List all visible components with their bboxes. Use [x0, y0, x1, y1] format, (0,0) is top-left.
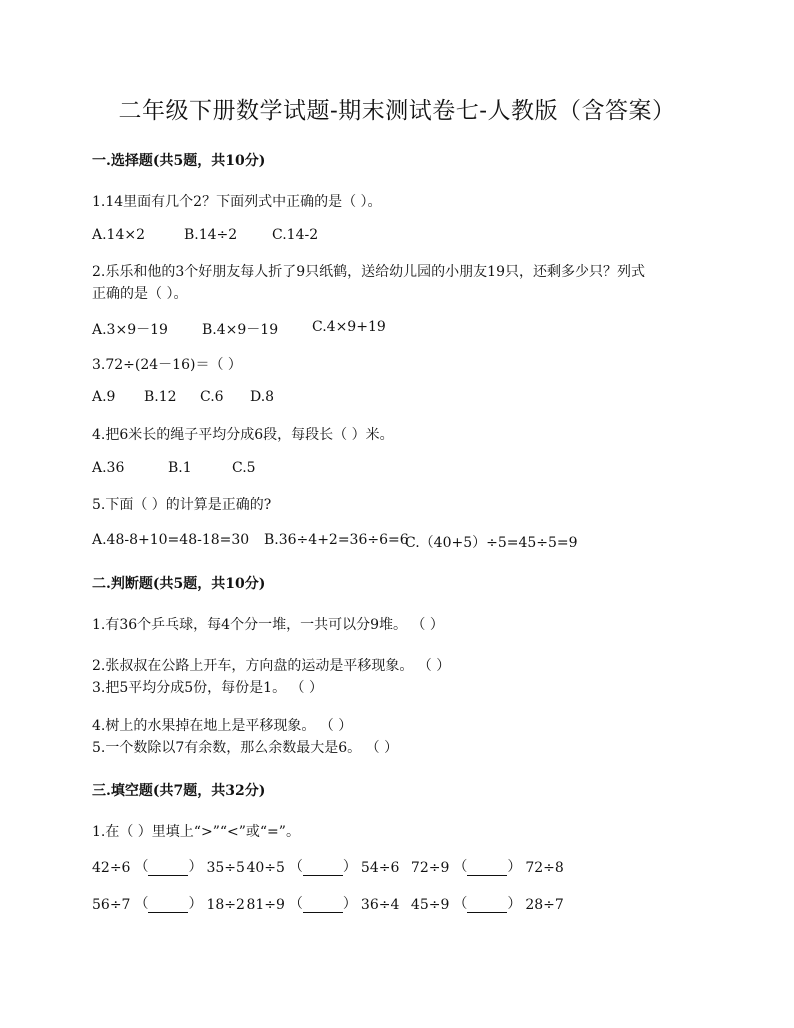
option-b: B.1 — [168, 460, 192, 476]
option-b: B.4×9－19 — [202, 322, 279, 338]
question-1-2-line2: 正确的是（ ）。 — [92, 286, 188, 302]
judge-item-3: 3.把5平均分成5份，每份是1。 （ ） — [92, 680, 323, 696]
expr-left: 72÷9 — [410, 860, 450, 876]
expr-right: 28÷7 — [525, 897, 564, 913]
judge-item-5: 5.一个数除以7有余数，那么余数最大是6。 （ ） — [92, 740, 399, 756]
option-a: A.14×2 — [92, 227, 146, 243]
section-heading-fill: 三.填空题(共7题，共32分) — [92, 783, 266, 799]
question-1-4-options — [92, 460, 256, 476]
option-c: C.5 — [232, 460, 256, 476]
section-heading-judge: 二.判断题(共5题，共10分) — [92, 576, 266, 592]
option-a: A.9 — [92, 389, 116, 405]
expr-right: 18÷2 — [206, 897, 245, 913]
judge-item-2: 2.张叔叔在公路上开车，方向盘的运动是平移现象。 （ ） — [92, 658, 451, 674]
answer-blank[interactable]: （ ） — [453, 896, 522, 912]
option-c: C.4×9+19 — [312, 319, 386, 335]
option-a: A.48-8+10=48-18=30 — [92, 532, 250, 548]
expr-left: 40÷5 — [246, 860, 285, 876]
option-b: B.36÷4+2=36÷6=6 — [264, 532, 409, 548]
expr-right: 36÷4 — [360, 897, 400, 913]
expr-left: 81÷9 — [246, 897, 285, 913]
expr-left: 56÷7 — [92, 897, 131, 913]
question-1-2-line1: 2.乐乐和他的3个好朋友每人折了9只纸鹤，送给幼儿园的小朋友19只，还剩多少只？列式 — [92, 264, 645, 280]
option-a: A.3×9－19 — [92, 322, 168, 338]
expr-right: 35÷5 — [206, 860, 245, 876]
question-1-2-options — [92, 319, 386, 339]
answer-blank[interactable]: （ ） — [134, 896, 203, 912]
comparison-row-2 — [92, 893, 564, 913]
question-1-5-options — [92, 532, 578, 552]
option-c: C.（40+5）÷5=45÷5=9 — [405, 535, 578, 551]
document-title: 二年级下册数学试题-期末测试卷七-人教版（含答案） — [118, 98, 676, 124]
expr-left: 45÷9 — [410, 897, 450, 913]
judge-item-4: 4.树上的水果掉在地上是平移现象。 （ ） — [92, 718, 353, 734]
option-c: C.6 — [200, 389, 224, 405]
question-1-3: 3.72÷(24－16)＝（ ） — [92, 357, 242, 373]
expr-left: 42÷6 — [92, 860, 131, 876]
question-1-1-options — [92, 227, 318, 243]
option-a: A.36 — [92, 460, 125, 476]
section-heading-choice: 一.选择题(共5题，共10分) — [92, 153, 266, 169]
judge-item-1: 1.有36个乒乓球，每4个分一堆，一共可以分9堆。 （ ） — [92, 617, 444, 633]
fill-question-1: 1.在（ ）里填上“>”“<”或“=”。 — [92, 824, 300, 840]
comparison-row-1 — [92, 856, 564, 876]
option-c: C.14-2 — [272, 227, 319, 243]
answer-blank[interactable]: （ ） — [288, 896, 357, 912]
question-1-4: 4.把6米长的绳子平均分成6段，每段长（ ）米。 — [92, 427, 394, 443]
question-1-3-options — [92, 389, 274, 405]
expr-right: 72÷8 — [525, 860, 564, 876]
answer-blank[interactable]: （ ） — [134, 859, 203, 875]
answer-blank[interactable]: （ ） — [288, 859, 357, 875]
option-b: B.12 — [144, 389, 177, 405]
answer-blank[interactable]: （ ） — [453, 859, 522, 875]
question-1-1: 1.14里面有几个2？下面列式中正确的是（ ）。 — [92, 194, 382, 210]
option-d: D.8 — [250, 389, 275, 405]
question-1-5: 5.下面（ ）的计算是正确的? — [92, 497, 272, 513]
expr-right: 54÷6 — [360, 860, 400, 876]
option-b: B.14÷2 — [184, 227, 238, 243]
